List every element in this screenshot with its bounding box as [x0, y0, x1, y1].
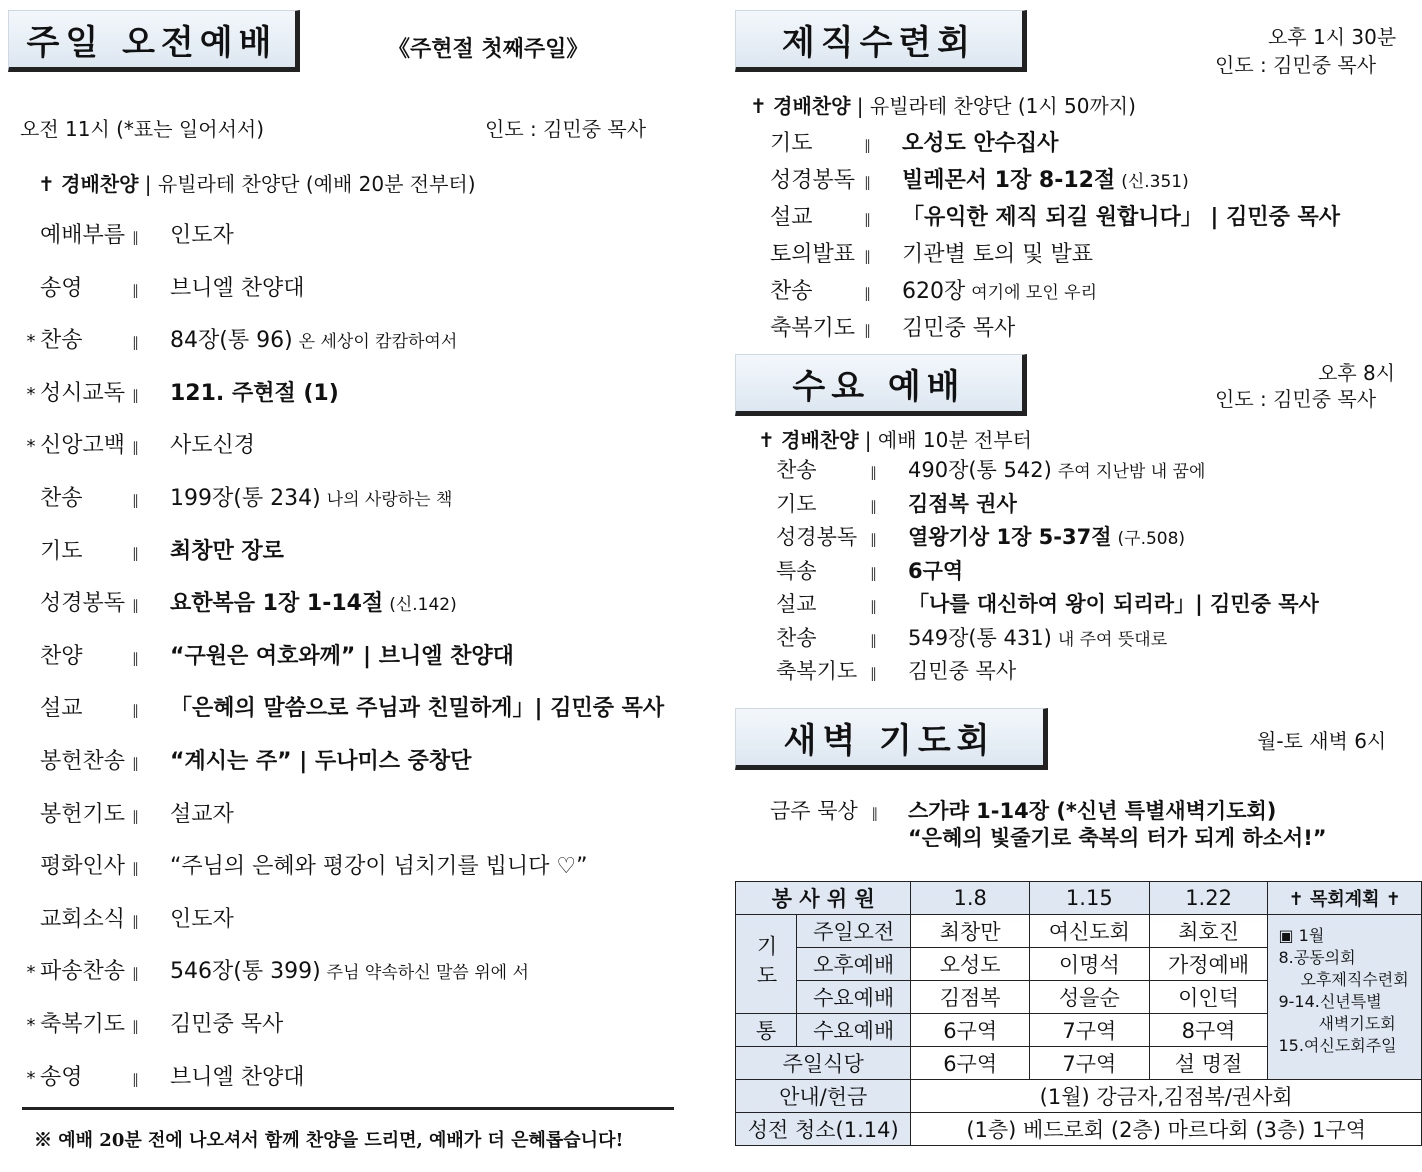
wednesday-prelude	[758, 424, 1032, 453]
staff-retreat-header: 제직수련회	[735, 10, 1027, 72]
wed-order-row	[776, 555, 969, 585]
prelude-label: 경배찬양	[773, 94, 851, 118]
order-note: 나의 사랑하는 책	[326, 490, 453, 510]
morning-service-header: 주일 오전예배	[8, 10, 300, 72]
order-label: 토의발표	[770, 242, 856, 267]
roster-cell: 최호진	[1149, 915, 1268, 948]
order-value: 최창만 장로	[170, 538, 284, 564]
order-value: 549장(통 431)	[908, 625, 1052, 650]
order-value: 빌레몬서 1장 8-12절	[902, 168, 1116, 193]
date-header: 1.15	[1029, 882, 1149, 915]
stand-marker: *	[26, 1067, 36, 1089]
prelude-sep: |	[144, 172, 152, 196]
date-header: 1.8	[911, 882, 1030, 915]
dawn-prayer-header: 새벽 기도회	[735, 708, 1048, 770]
order-label: 기도	[40, 538, 83, 564]
order-label: 성경봉독	[40, 591, 126, 617]
pastoral-plan	[1268, 915, 1422, 1080]
order-label: 설교	[776, 592, 817, 616]
staff-order-row	[770, 311, 1021, 342]
order-separator: ∥	[132, 1019, 140, 1035]
prelude-value: 유빌라테 찬양단 (예배 20분 전부터)	[157, 172, 476, 196]
order-label: 축복기도	[40, 1012, 126, 1037]
order-separator: ∥	[132, 808, 140, 825]
roster-row-label: 오후예배	[797, 948, 911, 981]
service-roster-table	[735, 881, 1422, 1146]
cross-icon: ✝	[750, 94, 767, 118]
order-value: 620장	[902, 279, 966, 304]
staff-order-row	[770, 200, 1346, 231]
staff-order-row	[770, 163, 1189, 194]
prelude-value: 예배 10분 전부터	[877, 428, 1032, 452]
order-value: 「은혜의 말씀으로 주님과 친밀하게」| 김민중 목사	[170, 696, 665, 722]
order-value: 요한복음 1장 1-14절	[170, 591, 384, 617]
order-label: 평화인사	[40, 854, 126, 880]
staff-retreat-time: 오후 1시 30분	[1268, 25, 1397, 49]
order-value: 오성도 안수집사	[902, 131, 1059, 156]
order-value: 84장(통 96)	[170, 328, 293, 354]
order-separator: ∥	[870, 465, 878, 481]
wed-order-row	[776, 454, 1205, 484]
stand-marker: *	[26, 1015, 36, 1036]
wed-order-row	[776, 521, 1185, 551]
order-row	[22, 744, 477, 775]
roster-cell: 오성도	[911, 948, 1030, 981]
roster-title: 봉 사 위 원	[736, 882, 911, 915]
order-separator: ∥	[132, 493, 140, 509]
roster-cell: 8구역	[1149, 1014, 1268, 1047]
roster-row-label: 수요예배	[797, 1014, 911, 1047]
dawn-meditation-theme: “은혜의 빛줄기로 축복의 터가 되게 하소서!”	[908, 826, 1327, 850]
order-separator: ∥	[132, 650, 140, 667]
roster-cell: 이명석	[1029, 948, 1149, 981]
wed-order-row	[776, 655, 1022, 685]
order-separator: ∥	[132, 282, 140, 299]
order-value: “구원은 여호와께” | 브니엘 찬양대	[170, 643, 514, 669]
roster-cell: 성을순	[1029, 981, 1149, 1014]
order-value: 김점복 권사	[908, 491, 1017, 516]
order-separator: ∥	[870, 498, 878, 515]
wed-order-row	[776, 622, 1167, 652]
order-value: 121. 주현절 (1)	[170, 380, 339, 406]
staff-retreat-leader: 인도 : 김민중 목사	[1215, 53, 1377, 77]
order-label: 파송찬송	[40, 959, 126, 985]
order-value: 설교자	[170, 801, 234, 827]
order-separator: ∥	[870, 632, 878, 649]
order-value: “주님의 은혜와 평강이 넘치기를 빕니다 ♡”	[170, 854, 588, 880]
order-label: 찬송	[770, 279, 813, 304]
staff-order-row	[770, 126, 1064, 157]
prelude-label: 경배찬양	[781, 428, 859, 452]
order-value: 199장(통 234)	[170, 486, 321, 511]
wed-order-row	[776, 588, 1325, 618]
prelude-sep: |	[864, 428, 872, 452]
roster-cell: 7구역	[1029, 1047, 1149, 1080]
roster-row-label: 주일식당	[736, 1047, 911, 1080]
order-label: 축복기도	[770, 316, 856, 341]
order-value: 김민중 목사	[902, 316, 1016, 341]
order-value: 기관별 토의 및 발표	[902, 242, 1093, 267]
wednesday-time: 오후 8시	[1318, 361, 1396, 385]
wed-order-row	[776, 488, 1023, 518]
roster-cell: 여신도회	[1029, 915, 1149, 948]
order-separator: ∥	[132, 387, 140, 404]
wednesday-leader: 인도 : 김민중 목사	[1215, 387, 1377, 411]
cross-icon: ✝	[38, 172, 55, 196]
tong-group-label: 통	[736, 1014, 797, 1047]
order-label: 송영	[40, 1064, 83, 1090]
order-value: 490장(통 542)	[908, 458, 1052, 482]
order-value: “계시는 주” | 두나미스 중창단	[170, 749, 472, 774]
order-row	[22, 271, 311, 302]
order-label: 성경봉독	[776, 525, 858, 549]
order-separator: ∥	[870, 599, 878, 615]
order-separator: ∥	[132, 703, 140, 720]
cross-icon: ✝	[758, 428, 775, 452]
order-row	[22, 481, 452, 512]
order-label: 설교	[770, 205, 813, 230]
order-label: 예배부름	[40, 223, 126, 248]
order-label: 신앙고백	[40, 433, 126, 459]
order-row	[22, 428, 261, 459]
dawn-meditation-passage: 스가랴 1-14장 (*신년 특별새벽기도회)	[908, 799, 1277, 823]
roster-cell: 6구역	[911, 1047, 1030, 1080]
order-separator: ∥	[864, 249, 872, 265]
dawn-meditation-label: 금주 묵상 ∥	[770, 799, 880, 823]
prelude-label: 경배찬양	[61, 172, 139, 196]
order-value: 김민중 목사	[170, 1012, 284, 1037]
order-separator: ∥	[132, 335, 140, 352]
plan-title: ✝ 목회계획 ✝	[1268, 882, 1422, 915]
order-note: (구.508)	[1117, 529, 1186, 549]
order-note: 온 세상이 캄캄하여서	[298, 332, 458, 353]
order-label: 찬송	[40, 486, 83, 511]
order-label: 봉헌기도	[40, 801, 126, 827]
order-label: 성시교독	[40, 380, 126, 406]
order-label: 기도	[776, 491, 817, 516]
stand-marker: *	[26, 436, 36, 458]
order-separator: ∥	[870, 532, 878, 548]
prelude-value: 유빌라테 찬양단 (1시 50까지)	[869, 94, 1136, 118]
prelude-sep: |	[856, 94, 864, 118]
morning-order-list	[0, 0, 700, 1172]
order-row	[22, 218, 240, 249]
order-value: 인도자	[170, 906, 234, 932]
stand-marker: *	[26, 331, 36, 353]
plan-line: 9-14.신년특별	[1278, 992, 1382, 1011]
roster-row-label: 수요예배	[797, 981, 911, 1014]
order-label: 송영	[40, 275, 83, 301]
order-row	[22, 376, 345, 407]
staff-order-row	[770, 274, 1097, 305]
stand-marker: *	[26, 962, 36, 984]
order-row	[22, 902, 240, 933]
order-separator: ∥	[864, 138, 872, 154]
footer-rule	[22, 1107, 674, 1110]
morning-service-subtitle: 《주현절 첫째주일》	[388, 36, 589, 62]
order-separator: ∥	[132, 1071, 140, 1088]
order-value: 546장(통 399)	[170, 959, 321, 985]
prayer-group-label: 기도	[736, 915, 797, 1014]
order-row	[22, 534, 290, 565]
order-label: 특송	[776, 558, 817, 583]
order-row	[22, 323, 457, 354]
cleaning-label: 성전 청소(1.14)	[736, 1113, 911, 1146]
order-label: 축복기도	[776, 659, 858, 683]
staff-order-row	[770, 237, 1099, 268]
order-note: 여기에 모인 우리	[971, 283, 1098, 303]
footer-note: ※ 예배 20분 전에 나오셔서 함께 찬양을 드리면, 예배가 더 은혜롭습니다!	[34, 1130, 624, 1151]
roster-cell: 7구역	[1029, 1014, 1149, 1047]
roster-row-label: 주일오전	[797, 915, 911, 948]
order-row	[22, 954, 529, 985]
order-value: 「나를 대신하여 왕이 되리라」| 김민중 목사	[908, 592, 1319, 616]
order-label: 설교	[40, 696, 83, 722]
order-row	[22, 1060, 311, 1091]
order-separator: ∥	[132, 545, 140, 562]
order-value: 사도신경	[170, 433, 256, 459]
guide-label: 안내/헌금	[736, 1080, 911, 1113]
order-value: 김민중 목사	[908, 659, 1017, 683]
plan-line: 새벽기도회	[1318, 1014, 1396, 1033]
order-value: 6구역	[908, 558, 964, 583]
guide-value: (1월) 강금자,김점복/권사회	[911, 1080, 1422, 1113]
order-note: (신.142)	[389, 595, 457, 616]
plan-line: 8.공동의회	[1278, 948, 1356, 967]
order-note: 주님 약속하신 말씀 위에 서	[326, 963, 529, 984]
order-separator: ∥	[132, 913, 140, 930]
roster-cell: 김점복	[911, 981, 1030, 1014]
order-row	[22, 797, 240, 828]
plan-line: 15.여신도회주일	[1278, 1036, 1397, 1055]
order-separator: ∥	[864, 323, 872, 339]
roster-cell: 설 명절	[1149, 1047, 1268, 1080]
order-separator: ∥	[132, 598, 140, 615]
order-label: 찬송	[776, 625, 817, 650]
roster-cell: 이인덕	[1149, 981, 1268, 1014]
order-value: 브니엘 찬양대	[170, 1064, 305, 1090]
order-label: 교회소식	[40, 906, 126, 932]
order-value: 브니엘 찬양대	[170, 275, 305, 301]
roster-cell: 최창만	[911, 915, 1030, 948]
order-separator: ∥	[132, 230, 140, 246]
order-row	[22, 639, 520, 670]
order-label: 성경봉독	[770, 168, 856, 193]
plan-line: ▣ 1월	[1278, 926, 1325, 945]
order-label: 찬양	[40, 643, 83, 669]
order-separator: ∥	[132, 966, 140, 983]
plan-line: 오후제직수련회	[1300, 970, 1409, 989]
cleaning-value: (1층) 베드로회 (2층) 마르다회 (3층) 1구역	[911, 1113, 1422, 1146]
stand-marker: *	[26, 383, 36, 405]
roster-cell: 가정예배	[1149, 948, 1268, 981]
staff-prelude	[750, 90, 1136, 119]
order-value: 열왕기상 1장 5-37절	[908, 525, 1112, 549]
morning-service-time: 오전 11시 (*표는 일어서서)	[20, 117, 265, 141]
dawn-prayer-time: 월-토 새벽 6시	[1257, 729, 1387, 753]
order-label: 봉헌찬송	[40, 749, 126, 774]
order-row	[22, 1007, 289, 1038]
order-row	[22, 691, 670, 722]
order-separator: ∥	[870, 565, 878, 582]
date-header: 1.22	[1149, 882, 1268, 915]
order-note: 내 주여 뜻대로	[1057, 629, 1168, 650]
order-row	[22, 586, 457, 617]
morning-service-leader: 인도 : 김민중 목사	[485, 117, 647, 141]
order-separator: ∥	[132, 861, 140, 878]
order-separator: ∥	[870, 666, 878, 682]
order-label: 기도	[770, 131, 813, 156]
order-label: 찬송	[40, 328, 83, 354]
order-separator: ∥	[132, 756, 140, 772]
order-row	[22, 849, 594, 880]
order-note: (신.351)	[1121, 172, 1189, 192]
order-value: 인도자	[170, 223, 234, 248]
order-separator: ∥	[132, 440, 140, 457]
order-separator: ∥	[864, 286, 872, 302]
order-note: 주여 지난밤 내 꿈에	[1057, 462, 1206, 482]
order-value: 「유익한 제직 되길 원합니다」 | 김민중 목사	[902, 205, 1341, 230]
wednesday-service-header: 수요 예배	[735, 354, 1027, 416]
order-separator: ∥	[864, 212, 872, 228]
roster-cell: 6구역	[911, 1014, 1030, 1047]
order-label: 찬송	[776, 458, 817, 482]
order-separator: ∥	[864, 175, 872, 191]
